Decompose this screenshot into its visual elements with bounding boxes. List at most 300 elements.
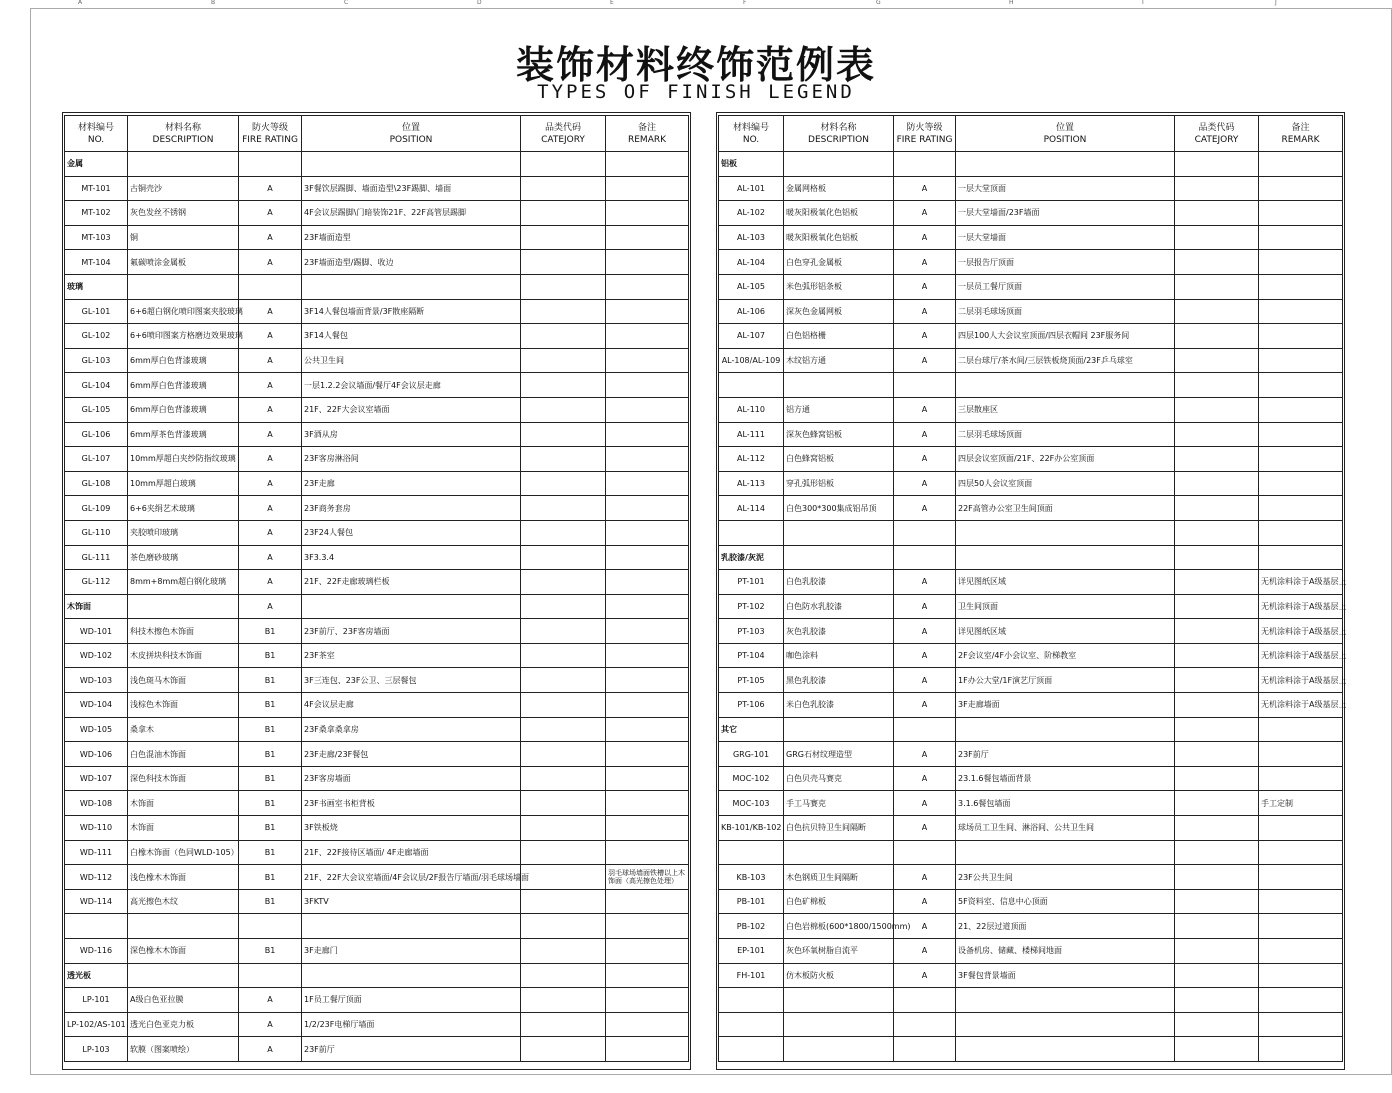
grid-letter: A [78, 0, 83, 6]
cell-code [521, 348, 606, 373]
cell-fire: A [894, 201, 956, 226]
cell-code [1175, 496, 1259, 521]
cell-code [521, 545, 606, 570]
cell-position: 详见图纸区域 [956, 619, 1175, 644]
grid-letter: D [477, 0, 482, 6]
cell-desc: 木纹铝方通 [784, 348, 894, 373]
cell-position: 23F前厅 [956, 742, 1175, 767]
cell-remark [606, 1037, 689, 1062]
cell-desc: 白色300*300集成铝吊顶 [784, 496, 894, 521]
header-cn: 材料编号 [732, 122, 769, 133]
cell-no: AL-102 [719, 201, 784, 226]
cell-remark: 羽毛球场墙面铁槽以上木饰面（高光擦色处理） [606, 865, 689, 890]
table-row [65, 865, 689, 890]
cell-position: 23.1.6餐包墙面背景 [956, 766, 1175, 791]
cell-desc: 10mm厚超白夹纱防指纹玻璃 [128, 447, 239, 472]
table-row [65, 397, 689, 422]
cell-no: WD-105 [65, 717, 128, 742]
cell-remark [606, 766, 689, 791]
cell-code [1175, 939, 1259, 964]
cell-remark [1259, 471, 1343, 496]
table-row [719, 520, 1343, 545]
cell-position: 4F会议层踢脚\门暗装饰21F、22F高管层踢脚 [302, 201, 521, 226]
table-row [719, 742, 1343, 767]
header-en: POSITION [389, 134, 433, 145]
cell-position: 四层50人会议室顶面 [956, 471, 1175, 496]
cell-position: 23F24人餐包 [302, 520, 521, 545]
cell-code [1175, 865, 1259, 890]
empty-cell [956, 1012, 1175, 1037]
cell-code [1175, 914, 1259, 939]
table-row [719, 447, 1343, 472]
table-row [719, 348, 1343, 373]
cell-remark [1259, 201, 1343, 226]
cell-remark [1259, 914, 1343, 939]
cell-remark [606, 274, 689, 299]
empty-cell [1175, 840, 1259, 865]
table-row [719, 889, 1343, 914]
cell-remark [1259, 422, 1343, 447]
cell-position [956, 545, 1175, 570]
cell-code [521, 176, 606, 201]
cell-fire: A [894, 397, 956, 422]
cell-desc: 白色穿孔金属板 [784, 250, 894, 275]
cell-fire: A [894, 225, 956, 250]
cell-no: LP-101 [65, 988, 128, 1013]
cell-code [521, 889, 606, 914]
table-row [65, 988, 689, 1013]
table-row [719, 594, 1343, 619]
empty-cell [784, 840, 894, 865]
cell-remark: 无机涂料涂于A级基层上 [1259, 693, 1343, 718]
empty-cell [239, 914, 302, 939]
cell-fire: B1 [239, 668, 302, 693]
cell-remark [606, 963, 689, 988]
cell-position: 四层100人大会议室顶面/四层衣帽间 23F服务间 [956, 324, 1175, 349]
cell-code [521, 201, 606, 226]
empty-cell [956, 988, 1175, 1013]
cell-fire: A [239, 1037, 302, 1062]
cell-fire: A [894, 816, 956, 841]
cell-desc [784, 545, 894, 570]
cell-position: 设备机房、储藏、楼梯间地面 [956, 939, 1175, 964]
empty-cell [719, 1037, 784, 1062]
cell-no: GL-105 [65, 397, 128, 422]
cell-no: GL-108 [65, 471, 128, 496]
cell-remark: 无机涂料涂于A级基层上 [1259, 619, 1343, 644]
cell-position: 23F客房淋浴间 [302, 447, 521, 472]
table-row [719, 840, 1343, 865]
cell-remark [606, 816, 689, 841]
category-label: 其它 [719, 717, 784, 742]
cell-no: LP-102/AS-101 [65, 1012, 128, 1037]
cell-fire: A [239, 225, 302, 250]
cell-remark [606, 225, 689, 250]
cell-position [302, 594, 521, 619]
cell-desc: 古铜壳沙 [128, 176, 239, 201]
cell-desc: 灰色乳胶漆 [784, 619, 894, 644]
cell-no: AL-112 [719, 447, 784, 472]
cell-remark [606, 643, 689, 668]
cell-no: GL-110 [65, 520, 128, 545]
column-header [894, 116, 956, 152]
cell-code [1175, 545, 1259, 570]
table-row [719, 963, 1343, 988]
empty-cell [894, 988, 956, 1013]
cell-position: 23F桑拿桑拿房 [302, 717, 521, 742]
cell-no: PT-102 [719, 594, 784, 619]
empty-cell [1259, 1037, 1343, 1062]
cell-remark [606, 348, 689, 373]
cell-code [1175, 963, 1259, 988]
cell-code [521, 791, 606, 816]
table-row [65, 939, 689, 964]
table-row [719, 225, 1343, 250]
cell-code [1175, 250, 1259, 275]
cell-code [1175, 274, 1259, 299]
cell-fire: B1 [239, 742, 302, 767]
empty-cell [719, 1012, 784, 1037]
cell-remark [606, 176, 689, 201]
finish-legend-table-right [718, 115, 1347, 1062]
cell-desc: 白橡木饰面（色同WLD-105） [128, 840, 239, 865]
cell-code [521, 619, 606, 644]
table-row [719, 791, 1343, 816]
cell-code [521, 963, 606, 988]
cell-desc: 金属网格板 [784, 176, 894, 201]
cell-desc: 铜 [128, 225, 239, 250]
cell-desc: 白色抗贝特卫生间隔断 [784, 816, 894, 841]
page-subtitle: TYPES OF FINISH LEGEND [537, 81, 855, 103]
category-label: 铝板 [719, 152, 784, 177]
header-row [719, 116, 1343, 152]
cell-fire: A [894, 324, 956, 349]
column-header [1259, 116, 1343, 152]
cell-fire: A [239, 176, 302, 201]
table-row [65, 447, 689, 472]
cell-code [521, 250, 606, 275]
table-row [65, 766, 689, 791]
cell-code [1175, 668, 1259, 693]
table-row [719, 619, 1343, 644]
cell-code [521, 816, 606, 841]
cell-remark [606, 668, 689, 693]
cell-position: 3F走廊墙面 [956, 693, 1175, 718]
cell-position: 1F员工餐厅顶面 [302, 988, 521, 1013]
category-label: 金属 [65, 152, 128, 177]
cell-no: PT-103 [719, 619, 784, 644]
cell-desc: 6mm厚白色背漆玻璃 [128, 348, 239, 373]
cell-remark: 无机涂料涂于A级基层上 [1259, 643, 1343, 668]
empty-cell [956, 373, 1175, 398]
header-en: NO. [87, 134, 105, 145]
cell-no: GL-104 [65, 373, 128, 398]
cell-fire [894, 545, 956, 570]
category-row [719, 152, 1343, 177]
cell-position [302, 963, 521, 988]
header-cn: 备注 [637, 122, 656, 133]
cell-desc: 木饰面 [128, 816, 239, 841]
cell-remark [1259, 939, 1343, 964]
cell-desc: 白色铝格栅 [784, 324, 894, 349]
cell-desc [128, 274, 239, 299]
empty-cell [65, 914, 128, 939]
cell-position: 1F办公大堂/1F演艺厅顶面 [956, 668, 1175, 693]
cell-no: GRG-101 [719, 742, 784, 767]
empty-cell [1175, 988, 1259, 1013]
grid-letter: C [344, 0, 349, 6]
table-row [719, 299, 1343, 324]
empty-cell [1259, 373, 1343, 398]
cell-code [1175, 717, 1259, 742]
cell-position [956, 717, 1175, 742]
cell-fire: A [894, 570, 956, 595]
cell-position: 一层报告厅顶面 [956, 250, 1175, 275]
empty-cell [956, 840, 1175, 865]
cell-fire: A [894, 742, 956, 767]
cell-no: AL-110 [719, 397, 784, 422]
cell-fire [894, 717, 956, 742]
cell-code [1175, 619, 1259, 644]
column-header [956, 116, 1175, 152]
cell-desc: 白色蜂窝铝板 [784, 447, 894, 472]
cell-desc: 深灰色金属网板 [784, 299, 894, 324]
cell-code [521, 865, 606, 890]
cell-no: EP-101 [719, 939, 784, 964]
cell-no: LP-103 [65, 1037, 128, 1062]
cell-fire: A [239, 520, 302, 545]
table-row [719, 176, 1343, 201]
header-cn: 位置 [401, 122, 420, 133]
table-row [65, 422, 689, 447]
table-row [719, 496, 1343, 521]
cell-position: 3F14人餐包 [302, 324, 521, 349]
cell-fire [239, 963, 302, 988]
cell-no: MOC-102 [719, 766, 784, 791]
cell-no: WD-108 [65, 791, 128, 816]
cell-code [521, 939, 606, 964]
table-row [65, 840, 689, 865]
cell-code [1175, 348, 1259, 373]
grid-letter: E [610, 0, 614, 6]
cell-fire: A [239, 201, 302, 226]
table-row [719, 816, 1343, 841]
table-row [65, 324, 689, 349]
header-en: CATEJORY [541, 134, 585, 145]
cell-fire: A [894, 889, 956, 914]
cell-no: WD-112 [65, 865, 128, 890]
grid-letter: H [1009, 0, 1014, 6]
cell-desc: 8mm+8mm超白钢化玻璃 [128, 570, 239, 595]
cell-code [521, 225, 606, 250]
cell-code [1175, 324, 1259, 349]
grid-letter: B [211, 0, 216, 6]
cell-remark [606, 791, 689, 816]
category-label: 木饰面 [65, 594, 128, 619]
cell-position: 21F、22F大会议室墙面/4F会议层/2F报告厅墙面/羽毛球场墙面 [302, 865, 521, 890]
cell-code [521, 422, 606, 447]
cell-remark [1259, 545, 1343, 570]
page-title: 装饰材料终饰范例表 [515, 43, 876, 87]
cell-desc: 暖灰阳极氧化色铝板 [784, 201, 894, 226]
header-en: DESCRIPTION [152, 134, 214, 145]
cell-desc: 米白色乳胶漆 [784, 693, 894, 718]
header-en: REMARK [1281, 134, 1320, 145]
empty-cell [784, 1012, 894, 1037]
cell-desc [128, 594, 239, 619]
cell-remark [606, 373, 689, 398]
cell-code [521, 324, 606, 349]
cell-code [1175, 225, 1259, 250]
cell-code [521, 471, 606, 496]
empty-cell [1175, 1012, 1259, 1037]
cell-fire: A [239, 447, 302, 472]
cell-fire: A [894, 348, 956, 373]
table-row [65, 1037, 689, 1062]
cell-position: 3F餐饮层踢脚、墙面造型\23F踢脚、墙面 [302, 176, 521, 201]
cell-fire: A [894, 496, 956, 521]
cell-desc: 白色混油木饰面 [128, 742, 239, 767]
cell-desc [784, 152, 894, 177]
cell-remark [606, 693, 689, 718]
empty-cell [606, 914, 689, 939]
cell-fire: A [894, 914, 956, 939]
cell-desc: 米色弧形铝条板 [784, 274, 894, 299]
cell-fire: A [239, 397, 302, 422]
header-en: REMARK [627, 134, 667, 145]
finish-legend-table-left [64, 115, 689, 1062]
cell-no: GL-101 [65, 299, 128, 324]
cell-code [521, 693, 606, 718]
empty-cell [719, 373, 784, 398]
cell-no: AL-113 [719, 471, 784, 496]
table-row [65, 889, 689, 914]
cell-no: AL-107 [719, 324, 784, 349]
cell-remark [606, 299, 689, 324]
empty-cell [784, 988, 894, 1013]
header-cn: 材料名称 [164, 122, 201, 133]
cell-code [1175, 471, 1259, 496]
column-header [784, 116, 894, 152]
empty-cell [1175, 373, 1259, 398]
table-row [719, 471, 1343, 496]
header-cn: 材料编号 [77, 122, 114, 133]
cell-fire: A [894, 447, 956, 472]
cell-no: GL-109 [65, 496, 128, 521]
table-row [65, 176, 689, 201]
cell-no: PB-102 [719, 914, 784, 939]
cell-remark: 无机涂料涂于A级基层上 [1259, 668, 1343, 693]
cell-fire: A [239, 496, 302, 521]
table-row [65, 914, 689, 939]
cell-fire: A [894, 422, 956, 447]
cell-desc: 仿木板防火板 [784, 963, 894, 988]
cell-desc: 木色钢质卫生间隔断 [784, 865, 894, 890]
cell-remark [606, 717, 689, 742]
cell-remark [1259, 225, 1343, 250]
category-row [719, 717, 1343, 742]
cell-remark [1259, 324, 1343, 349]
cell-code [1175, 594, 1259, 619]
header-cn: 材料名称 [820, 122, 857, 133]
cell-fire [894, 152, 956, 177]
header-en: FIRE RATING [896, 134, 953, 145]
cell-desc: 浅棕色木饰面 [128, 693, 239, 718]
cell-fire: A [239, 988, 302, 1013]
cell-no: WD-102 [65, 643, 128, 668]
table-row [719, 668, 1343, 693]
cell-code [521, 373, 606, 398]
cell-position: 21F、22F大会议室墙面 [302, 397, 521, 422]
cell-no: WD-110 [65, 816, 128, 841]
cell-no: MT-101 [65, 176, 128, 201]
table-row [65, 717, 689, 742]
column-header [65, 116, 128, 152]
table-row [719, 939, 1343, 964]
cell-no: GL-107 [65, 447, 128, 472]
cell-desc: 深灰色蜂窝铝板 [784, 422, 894, 447]
table-row [65, 742, 689, 767]
cell-remark [1259, 766, 1343, 791]
cell-fire: A [894, 939, 956, 964]
category-label: 透光板 [65, 963, 128, 988]
cell-position: 3F铁板烧 [302, 816, 521, 841]
cell-position: 一层员工餐厅顶面 [956, 274, 1175, 299]
header-en: NO. [742, 134, 760, 145]
cell-fire: B1 [239, 693, 302, 718]
cell-desc: 暖灰阳极氧化色铝板 [784, 225, 894, 250]
cell-remark [606, 471, 689, 496]
table-row [65, 816, 689, 841]
cell-fire: B1 [239, 717, 302, 742]
cell-fire: A [239, 545, 302, 570]
table-row [719, 865, 1343, 890]
cell-remark [606, 570, 689, 595]
cell-position: 23F走廊/23F餐包 [302, 742, 521, 767]
grid-letter: J [1275, 0, 1277, 6]
cell-no: AL-105 [719, 274, 784, 299]
cell-desc: 高光擦色木纹 [128, 889, 239, 914]
cell-fire: B1 [239, 619, 302, 644]
category-label: 乳胶漆/灰泥 [719, 545, 784, 570]
cell-code [521, 1037, 606, 1062]
empty-cell [956, 1037, 1175, 1062]
cell-desc: 科技木擦色木饰面 [128, 619, 239, 644]
cell-code [521, 152, 606, 177]
cell-no: AL-108/AL-109 [719, 348, 784, 373]
cell-position: 3F14人餐包墙面背景/3F散座隔断 [302, 299, 521, 324]
cell-no: AL-101 [719, 176, 784, 201]
cell-position: 球场员工卫生间、淋浴间、公共卫生间 [956, 816, 1175, 841]
cell-desc: 木饰面 [128, 791, 239, 816]
table-row [65, 520, 689, 545]
header-cn: 品类代码 [544, 122, 581, 133]
header-row [65, 116, 689, 152]
cell-position: 23F商务套房 [302, 496, 521, 521]
cell-remark [606, 1012, 689, 1037]
cell-fire: A [239, 594, 302, 619]
table-row [65, 1012, 689, 1037]
cell-remark [606, 520, 689, 545]
table-row [65, 693, 689, 718]
cell-remark [1259, 496, 1343, 521]
cell-no: PB-101 [719, 889, 784, 914]
cell-remark [1259, 447, 1343, 472]
cell-position: 二层羽毛球场顶面 [956, 299, 1175, 324]
table-row [65, 545, 689, 570]
empty-cell [784, 1037, 894, 1062]
cell-fire: A [894, 791, 956, 816]
